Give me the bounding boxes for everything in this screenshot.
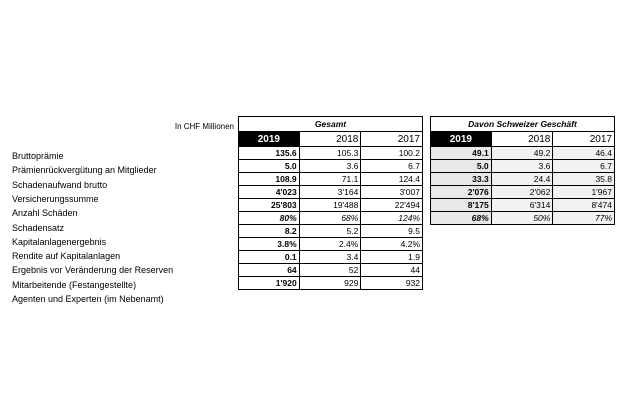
row-label: Versicherungssumme — [12, 193, 99, 204]
table-row — [431, 160, 615, 173]
row-label: Bruttoprämie — [12, 151, 64, 161]
table-cell: 5.0 — [431, 160, 492, 173]
year-header: 2017 — [361, 132, 423, 147]
table-cell: 44 — [361, 264, 423, 277]
table-cell: 3.6 — [299, 160, 361, 173]
table-cell: 3.6 — [491, 160, 553, 173]
table-row — [431, 199, 615, 212]
year-header: 2018 — [299, 132, 361, 147]
table-cell: 8'175 — [431, 199, 492, 212]
row-label: Ergebnis vor Veränderung der Reserven — [12, 265, 174, 276]
table-cell: 929 — [299, 277, 361, 290]
table-cell: 135.6 — [239, 147, 300, 160]
table-cell: 4.2% — [361, 238, 423, 251]
table-cell: 77% — [553, 212, 615, 225]
table-cell: 6'314 — [491, 199, 553, 212]
table-cell: 108.9 — [239, 173, 300, 186]
table-row — [239, 173, 423, 186]
table-cell: 124% — [361, 212, 423, 225]
table-cell: 1.9 — [361, 251, 423, 264]
table-cell: 8.2 — [239, 225, 300, 238]
year-header: 2017 — [553, 132, 615, 147]
table-cell: 5.0 — [239, 160, 300, 173]
table-cell: 1'920 — [239, 277, 300, 290]
unit-label: In CHF Millionen — [174, 122, 234, 131]
table-cell: 8'474 — [553, 199, 615, 212]
table-cell: 49.1 — [431, 147, 492, 160]
table-row — [239, 238, 423, 251]
table-row — [239, 277, 423, 290]
table-cell: 80% — [239, 212, 300, 225]
table-cell: 124.4 — [361, 173, 423, 186]
table-cell: 6.7 — [553, 160, 615, 173]
year-header: 2018 — [491, 132, 553, 147]
row-label: Schadenaufwand brutto — [12, 179, 108, 190]
table-row — [431, 212, 615, 225]
table-cell: 3'164 — [299, 186, 361, 199]
table-row — [239, 212, 423, 225]
table-cell: 68% — [299, 212, 361, 225]
table-cell: 2.4% — [299, 238, 361, 251]
table-row — [239, 199, 423, 212]
table-cell: 19'488 — [299, 199, 361, 212]
table-cell: 5.2 — [299, 225, 361, 238]
year-header: 2019 — [431, 132, 492, 147]
table-cell: 46.4 — [553, 147, 615, 160]
table-row — [239, 147, 423, 160]
table-cell: 22'494 — [361, 199, 423, 212]
table-cell: 3.8% — [239, 238, 300, 251]
year-header: 2019 — [239, 132, 300, 147]
table-schweizer-geschaeft — [430, 116, 615, 225]
row-label: Anzahl Schäden — [12, 208, 78, 219]
table-gesamt-title: Gesamt — [239, 117, 423, 132]
table-cell: 6.7 — [361, 160, 423, 173]
table-row — [239, 186, 423, 199]
table-gesamt — [238, 116, 423, 290]
row-label: Rendite auf Kapitalanlagen — [12, 251, 121, 262]
table-cell: 2'076 — [431, 186, 492, 199]
table-cell: 9.5 — [361, 225, 423, 238]
row-label: Prämienrückvergütung an Mitglieder — [12, 165, 157, 176]
row-label: Agenten und Experten (im Nebenamt) — [12, 294, 164, 304]
table-cell: 0.1 — [239, 251, 300, 264]
table-cell: 932 — [361, 277, 423, 290]
table-cell: 64 — [239, 264, 300, 277]
row-label: Kapitalanlagenergebnis — [12, 236, 107, 247]
table-row — [239, 225, 423, 238]
table-cell: 100.2 — [361, 147, 423, 160]
table-cell: 4'023 — [239, 186, 300, 199]
table-cell: 1'967 — [553, 186, 615, 199]
table-row — [239, 264, 423, 277]
table-row — [239, 160, 423, 173]
table-cell: 71.1 — [299, 173, 361, 186]
table-row — [431, 186, 615, 199]
table-cell: 52 — [299, 264, 361, 277]
table-cell: 3'007 — [361, 186, 423, 199]
table-cell: 33.3 — [431, 173, 492, 186]
table-cell: 35.8 — [553, 173, 615, 186]
table-row — [239, 251, 423, 264]
table-cell: 50% — [491, 212, 553, 225]
table-cell: 25'803 — [239, 199, 300, 212]
table-cell: 24.4 — [491, 173, 553, 186]
table-cell: 3.4 — [299, 251, 361, 264]
row-label: Mitarbeitende (Festangestellte) — [12, 279, 137, 290]
table-cell: 105.3 — [299, 147, 361, 160]
table-cell: 49.2 — [491, 147, 553, 160]
table-cell: 68% — [431, 212, 492, 225]
row-label: Schadensatz — [12, 222, 65, 233]
table-row — [431, 147, 615, 160]
table-row — [431, 173, 615, 186]
table-schweizer-geschaeft-title: Davon Schweizer Geschäft — [431, 117, 615, 132]
table-cell: 2'062 — [491, 186, 553, 199]
